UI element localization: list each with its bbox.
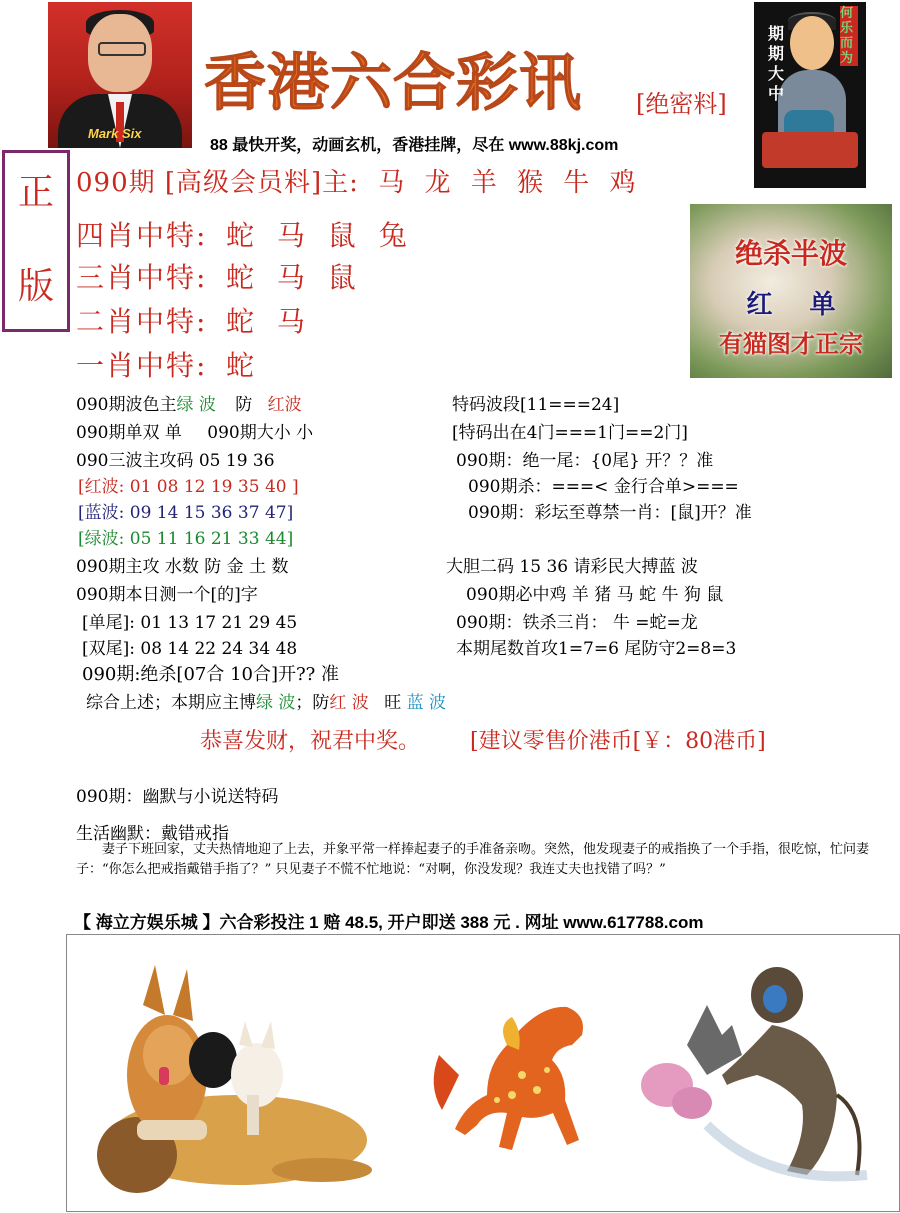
blue-wave-numbers: [蓝波: 09 14 15 36 37 47] — [78, 503, 294, 523]
kill-combo: 090期:绝杀[07合 10合]开?? 准 — [82, 664, 340, 685]
joke-title: 生活幽默：戴错戒指 — [76, 824, 229, 844]
congrats-wish: 恭喜发财，祝君中奖。 — [200, 729, 421, 754]
tema-band: 特码波段[11===24] — [452, 395, 620, 415]
double-tail: [双尾]: 08 14 22 24 34 48 — [82, 639, 298, 659]
tier-four: 四肖中特: 蛇 马 鼠 兔 — [76, 219, 409, 252]
cat-ad-image — [690, 204, 892, 378]
tier-two: 二肖中特: 蛇 马 — [76, 305, 307, 338]
cat-ad-line2: 红 单 — [746, 290, 836, 320]
kill-line: 090期杀：===< 金行合单>=== — [468, 477, 739, 497]
monkey-illustration — [641, 967, 867, 1176]
cartoon-image — [754, 2, 866, 188]
summary-line: 综合上述；本期应主博绿 波；防红 波 旺 蓝 波 — [86, 693, 447, 713]
mark-six-logo: Mark Six — [88, 126, 142, 141]
member-zodiacs: 马 龙 羊 猴 牛 鸡 — [378, 168, 637, 198]
title-tag: [绝密料] — [636, 90, 727, 118]
joke-body: 妻子下班回家，丈夫热情地迎了上去，并象平常一样捧起妻子的手准备亲吻。突然，他发现妻子的戒指换了一个手指，很吃惊，忙问妻子：“你怎么把戒指戴错手指了？” 只见妻子不慌不忙地说：“对啊，你没发现？我连丈夫也找错了吗？” — [76, 842, 870, 877]
wave-main: 090期波色主绿 波 防 红波 — [76, 395, 302, 415]
member-pick — [76, 162, 637, 199]
zodiac-animals-image — [66, 934, 900, 1212]
member-label: 090期 [高级会员料]主: — [76, 168, 359, 198]
daily-char: 090期本日测一个[的]字 — [76, 585, 258, 605]
tier-three: 三肖中特: 蛇 马 鼠 — [76, 261, 358, 294]
badge-char-2: 版 — [17, 266, 54, 307]
two-codes: 大胆二码 15 36 请彩民大搏蓝 波 — [446, 557, 698, 577]
cat-ad-line1: 绝杀半波 — [734, 237, 847, 270]
dog-illustration — [97, 965, 372, 1193]
cartoon-red-text: 何乐而为 — [840, 6, 858, 66]
header-subtitle: 88 最快开奖，动画玄机，香港挂牌，尽在 www.88kj.com — [210, 137, 619, 154]
one-tail: 090期：绝一尾：{0尾} 开？？准 — [456, 451, 714, 471]
horse-illustration — [434, 1007, 583, 1150]
odd-even-big-small: 090期单双 单 090期大小 小 — [76, 423, 314, 443]
joke-heading: 090期：幽默与小说送特码 — [76, 787, 279, 807]
iron-kill: 090期：铁杀三肖： 牛 =蛇=龙 — [456, 613, 698, 633]
page-title: 香港六合彩讯 — [204, 46, 583, 119]
single-tail: [单尾]: 01 13 17 21 29 45 — [82, 613, 298, 633]
main-attack: 090期主攻 水数 防 金 土 数 — [76, 557, 289, 577]
badge-char-1: 正 — [17, 172, 54, 213]
tier-one: 一肖中特: 蛇 — [76, 349, 257, 382]
authentic-badge — [2, 150, 70, 332]
cat-ad-line3: 有猫图才正宗 — [719, 329, 863, 358]
tail-attack: 本期尾数首攻1=7=6 尾防守2=8=3 — [456, 639, 737, 659]
tema-gate: [特码出在4门===1门==2门] — [452, 423, 688, 443]
retail-price: [建议零售价港币[￥：80港币] — [470, 729, 766, 754]
must-hit: 090期必中鸡 羊 猪 马 蛇 牛 狗 鼠 — [466, 585, 724, 605]
cartoon-vertical-text: 期期大中 — [768, 24, 785, 103]
green-wave-numbers: [绿波: 05 11 16 21 33 44] — [78, 529, 294, 549]
red-wave-numbers: [红波: 01 08 12 19 35 40 ] — [78, 477, 299, 497]
three-wave-codes: 090三波主攻码 05 19 36 — [76, 451, 275, 471]
forbidden-zodiac: 090期：彩坛至尊禁一肖：[鼠]开？准 — [468, 503, 752, 523]
host-portrait — [48, 2, 192, 148]
casino-ad: 【 海立方娱乐城 】六合彩投注 1 赔 48.5, 开户即送 388 元 . 网址 www.617788.com — [74, 913, 704, 932]
